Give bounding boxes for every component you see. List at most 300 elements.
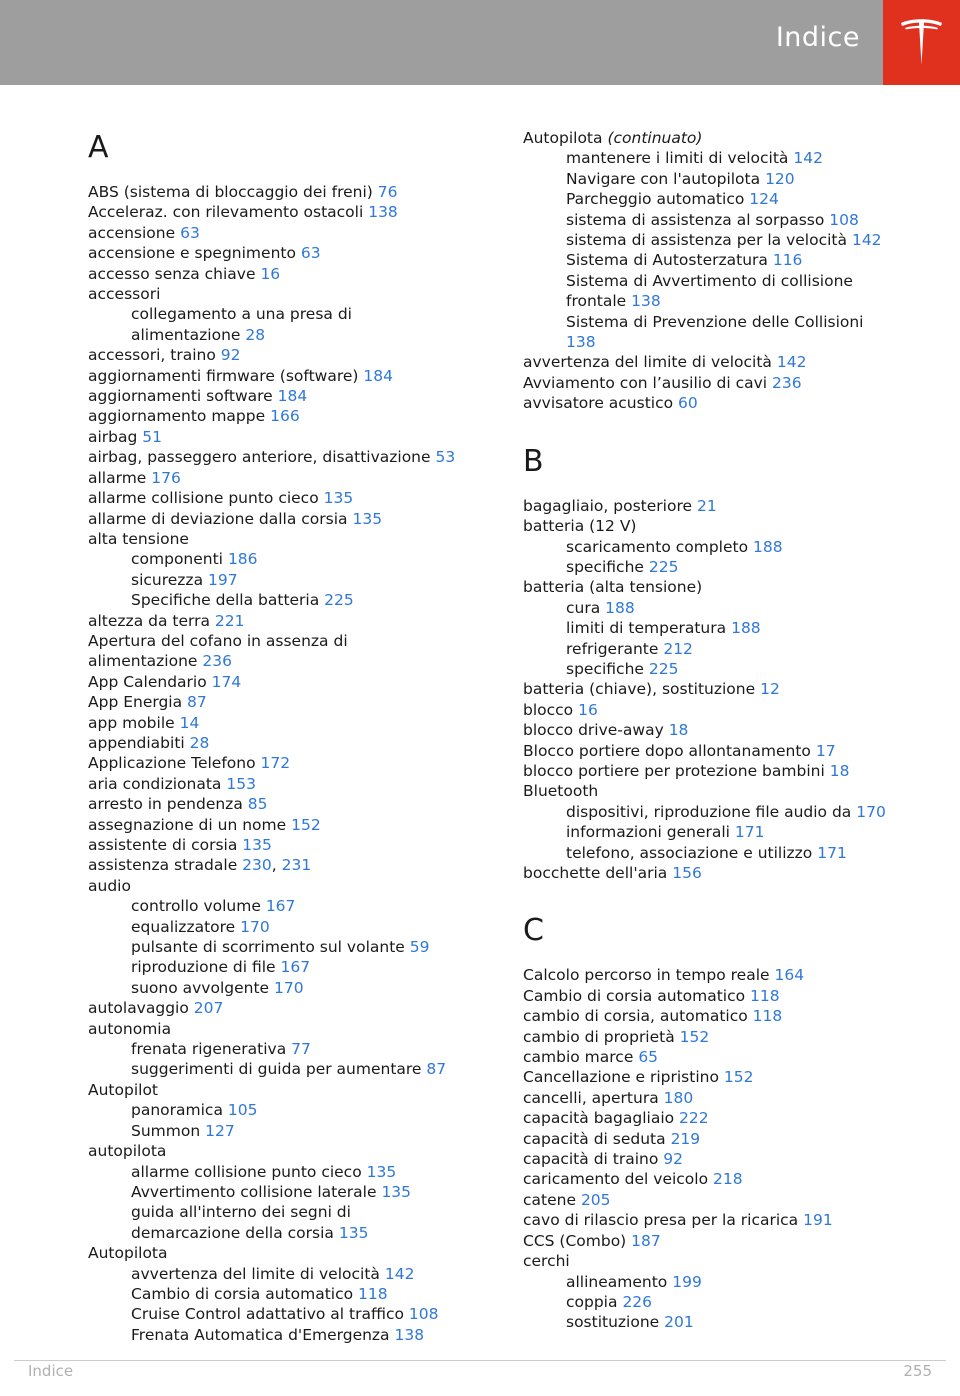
entry-term: appendiabiti — [88, 733, 185, 752]
page-link[interactable]: 180 — [663, 1088, 694, 1107]
index-entry — [88, 794, 498, 814]
index-subentry — [523, 189, 943, 209]
entry-term: blocco portiere per protezione bambini — [523, 761, 825, 780]
index-subentry — [88, 590, 498, 610]
page-link[interactable]: 171 — [817, 843, 847, 862]
page-link[interactable]: 166 — [270, 407, 300, 426]
page-link[interactable]: 87 — [187, 693, 207, 712]
entry-term: controllo volume — [131, 897, 261, 916]
entry-term: Bluetooth — [523, 782, 599, 801]
index-entry — [88, 672, 498, 692]
index-entry — [523, 1149, 943, 1169]
page-link[interactable]: 225 — [648, 659, 679, 678]
entry-term: allarme di deviazione dalla corsia — [88, 509, 348, 528]
page-link[interactable]: 186 — [227, 550, 258, 569]
entry-term: autolavaggio — [88, 999, 189, 1018]
entry-term: alimentazione — [131, 325, 241, 344]
entry-term: mantenere i limiti di velocità — [566, 149, 789, 168]
entry-term: Avvertimento collisione laterale — [131, 1182, 377, 1201]
page-link[interactable]: 28 — [189, 733, 210, 752]
entry-term: allarme collisione punto cieco — [88, 489, 319, 508]
index-subentry — [88, 978, 498, 998]
index-subentry — [523, 843, 943, 863]
page-link[interactable]: 171 — [734, 823, 765, 842]
entry-term: cavo di rilascio presa per la ricarica — [523, 1211, 799, 1230]
page-link[interactable]: 118 — [358, 1284, 388, 1303]
entry-term: allineamento — [566, 1272, 668, 1291]
index-subentry — [523, 1292, 943, 1312]
index-entry — [523, 1108, 943, 1128]
entry-term: collegamento a una presa di — [131, 305, 352, 324]
entry-term: componenti — [131, 550, 223, 569]
entry-term: bagagliaio, posteriore — [523, 496, 693, 515]
entry-term: avvertenza del limite di velocità — [523, 353, 772, 372]
index-entry: assistenza stradale 230, 231 — [88, 856, 312, 875]
entry-term: blocco — [523, 700, 574, 719]
index-subentry — [88, 957, 498, 977]
entry-term: aggiornamenti software — [88, 387, 273, 406]
entry-term: Navigare con l'autopilota — [566, 169, 761, 188]
page-link[interactable]: 135 — [323, 489, 354, 508]
entry-term: Autopilota — [523, 129, 603, 147]
page-link[interactable]: 230 — [242, 856, 272, 875]
entry-term: Cambio di corsia automatico — [523, 986, 746, 1005]
index-entry — [88, 509, 498, 529]
index-subentry — [523, 822, 943, 842]
index-entry — [523, 986, 943, 1006]
page-link[interactable]: 222 — [679, 1109, 709, 1128]
entry-term: ABS (sistema di bloccaggio dei freni) — [88, 183, 373, 201]
index-subentry — [523, 1312, 943, 1332]
page-link[interactable]: 167 — [265, 897, 296, 916]
page-link[interactable]: 226 — [622, 1292, 653, 1311]
index-entry — [88, 1080, 498, 1100]
page-link[interactable]: 127 — [205, 1121, 235, 1140]
index-entry — [88, 631, 498, 651]
index-subentry — [88, 1059, 498, 1079]
page-number: 255 — [903, 1362, 932, 1380]
entry-term: batteria (chiave), sostituzione — [523, 680, 756, 699]
entry-term: App Calendario — [88, 672, 207, 691]
page-link[interactable]: 167 — [280, 958, 311, 977]
entry-term: cambio di corsia, automatico — [523, 1007, 748, 1026]
entry-term: arresto in pendenza — [88, 795, 243, 814]
index-entry — [88, 835, 498, 855]
index-entry — [88, 611, 498, 631]
page-link[interactable]: 18 — [829, 761, 850, 780]
page-link[interactable]: 218 — [713, 1170, 743, 1189]
page-link[interactable]: 12 — [760, 680, 780, 699]
entry-term: frenata rigenerativa — [131, 1040, 287, 1059]
index-subentry — [523, 230, 943, 250]
index-entry — [523, 720, 943, 740]
index-entry — [88, 1141, 498, 1161]
entry-term: Cancellazione e ripristino — [523, 1068, 719, 1087]
page-link[interactable]: 65 — [638, 1048, 659, 1067]
index-subentry — [88, 325, 498, 345]
page-link[interactable]: 170 — [240, 917, 270, 936]
page-link[interactable]: 118 — [750, 986, 780, 1005]
index-subentry — [88, 1182, 498, 1202]
index-subentry — [523, 537, 943, 557]
entry-term: allarme — [88, 468, 147, 487]
index-entry — [88, 1243, 498, 1263]
entry-term: altezza da terra — [88, 611, 210, 630]
index-subentry — [523, 557, 943, 577]
page-link[interactable]: 172 — [260, 754, 291, 773]
entry-term: Summon — [131, 1121, 201, 1140]
index-entry — [88, 284, 498, 304]
index-subentry — [523, 659, 943, 679]
index-entry — [88, 264, 498, 284]
entry-term: audio — [88, 876, 131, 895]
entry-term: Calcolo percorso in tempo reale — [523, 966, 770, 985]
index-entry — [523, 1231, 943, 1251]
entry-term: sicurezza — [131, 570, 204, 589]
index-entry — [523, 577, 943, 597]
page-link[interactable]: 108 — [408, 1305, 439, 1324]
page-header — [0, 0, 960, 85]
entry-term: suggerimenti di guida per aumentare — [131, 1060, 422, 1079]
page-link[interactable]: 21 — [696, 496, 717, 515]
entry-term: alimentazione — [88, 652, 198, 671]
entry-term: limiti di temperatura — [566, 619, 727, 638]
index-subentry — [523, 169, 943, 189]
page-link[interactable]: 138 — [631, 292, 661, 311]
page-link[interactable]: 142 — [776, 353, 807, 372]
page-link[interactable]: 142 — [793, 149, 823, 168]
page-link[interactable]: 28 — [245, 325, 266, 344]
page-link[interactable]: 236 — [202, 652, 232, 671]
continued-note: (continuato) — [607, 129, 703, 147]
entry-term: pulsante di scorrimento sul volante — [131, 938, 405, 957]
page-link[interactable]: 17 — [815, 741, 836, 760]
page-link[interactable]: 92 — [663, 1150, 683, 1169]
page-link[interactable]: 142 — [851, 231, 882, 250]
index-subentry — [88, 1284, 498, 1304]
page-link[interactable]: 135 — [366, 1162, 397, 1181]
entry-term: accesso senza chiave — [88, 264, 256, 283]
index-subentry — [523, 271, 943, 291]
page-link[interactable]: 221 — [214, 611, 245, 630]
entry-term: alta tensione — [88, 529, 189, 548]
entry-term: specifiche — [566, 557, 644, 576]
index-subentry — [88, 1223, 498, 1243]
page-link[interactable]: 63 — [180, 223, 200, 242]
index-entry — [88, 529, 498, 549]
entry-term: Parcheggio automatico — [566, 190, 745, 209]
index-subentry — [523, 250, 943, 270]
index-entry — [523, 1190, 943, 1210]
index-entry — [523, 1006, 943, 1026]
entry-term: cerchi — [523, 1252, 570, 1271]
page-link[interactable]: 201 — [664, 1313, 694, 1332]
index-entry — [88, 366, 498, 386]
entry-term: assistenza stradale — [88, 856, 238, 875]
index-subentry — [523, 618, 943, 638]
page-link[interactable]: 191 — [803, 1211, 833, 1230]
page-link[interactable]: 176 — [151, 468, 181, 487]
section-spacer — [523, 414, 943, 442]
page-link[interactable]: 76 — [377, 183, 398, 201]
page-link[interactable]: 105 — [227, 1101, 258, 1120]
index-subentry — [88, 1304, 498, 1324]
index-entry — [523, 1169, 943, 1189]
page-link[interactable]: 135 — [381, 1182, 412, 1201]
index-entry — [88, 753, 498, 773]
entry-term: Sistema di Avvertimento di collisione — [566, 271, 853, 290]
index-entry — [523, 679, 943, 699]
page-link[interactable]: 142 — [384, 1264, 415, 1283]
page-link[interactable]: 236 — [772, 373, 802, 392]
entry-term: autonomia — [88, 1019, 172, 1038]
entry-term: cancelli, apertura — [523, 1088, 659, 1107]
page-link[interactable]: 205 — [580, 1190, 611, 1209]
index-entry — [88, 651, 498, 671]
entry-term: bocchette dell'aria — [523, 864, 668, 882]
page-link[interactable]: 174 — [211, 672, 242, 691]
entry-term: coppia — [566, 1292, 618, 1311]
index-entry — [523, 373, 943, 393]
page-link[interactable]: 219 — [670, 1129, 701, 1148]
page-link[interactable]: 135 — [242, 836, 272, 854]
entry-term: assistente di corsia — [88, 836, 238, 854]
index-subentry — [88, 896, 498, 916]
entry-term: accensione — [88, 223, 176, 242]
page-link[interactable]: 85 — [247, 795, 268, 814]
page-link[interactable]: 60 — [678, 394, 698, 413]
entry-term: Frenata Automatica d'Emergenza — [131, 1325, 390, 1344]
page-link[interactable]: 153 — [226, 774, 256, 793]
entry-term: Sistema di Prevenzione delle Collisioni — [566, 312, 864, 331]
index-entry — [523, 761, 943, 781]
page-link[interactable]: 188 — [753, 537, 783, 556]
page-link[interactable]: 92 — [220, 346, 241, 365]
page-link[interactable]: 53 — [435, 448, 456, 467]
entry-term: avvertenza del limite di velocità — [131, 1264, 380, 1283]
index-entry — [88, 427, 498, 447]
index-subentry — [88, 304, 498, 324]
entry-term: assegnazione di un nome — [88, 815, 287, 834]
index-entry — [88, 998, 498, 1018]
index-entry — [523, 393, 943, 413]
entry-term: avvisatore acustico — [523, 394, 674, 413]
page-link[interactable]: 207 — [193, 999, 224, 1018]
index-entry — [88, 223, 498, 243]
entry-term: Sistema di Autosterzatura — [566, 251, 768, 270]
entry-term: batteria (12 V) — [523, 517, 637, 536]
index-letter-heading: A — [88, 130, 109, 165]
entry-term: Apertura del cofano in assenza di — [88, 631, 348, 650]
entry-term: capacità bagagliaio — [523, 1109, 675, 1128]
page-link[interactable]: 187 — [631, 1231, 661, 1250]
page-link[interactable]: 152 — [723, 1068, 754, 1087]
page-link[interactable]: 138 — [566, 333, 596, 352]
entry-term: Applicazione Telefono — [88, 754, 256, 773]
page-link[interactable]: 152 — [291, 815, 321, 834]
entry-term: refrigerante — [566, 639, 659, 658]
tesla-logo-icon — [899, 17, 944, 67]
page-link[interactable]: 108 — [829, 210, 859, 229]
index-subentry — [88, 549, 498, 569]
footer-section: Indice — [28, 1362, 74, 1380]
page-link[interactable]: 225 — [648, 557, 679, 576]
page-title: Indice — [775, 22, 860, 53]
index-subentry — [88, 1121, 498, 1141]
page-link[interactable]: 156 — [672, 864, 702, 882]
index-entry — [88, 815, 498, 835]
index-subentry — [523, 312, 943, 332]
index-subentry — [88, 1100, 498, 1120]
entry-term: sistema di assistenza per la velocità — [566, 231, 848, 250]
page-link[interactable]: 63 — [300, 244, 321, 263]
entry-term: capacità di traino — [523, 1150, 659, 1169]
index-entry — [88, 406, 498, 426]
index-entry — [523, 1210, 943, 1230]
index-entry — [88, 692, 498, 712]
index-entry — [523, 352, 943, 372]
entry-term: airbag — [88, 427, 138, 446]
brand-logo — [883, 0, 960, 85]
index-entry — [88, 1019, 498, 1039]
index-entry — [88, 386, 498, 406]
index-subentry — [88, 1202, 498, 1222]
page-link[interactable]: 152 — [679, 1027, 710, 1046]
page-link[interactable]: 188 — [731, 619, 761, 638]
index-subentry — [523, 802, 943, 822]
entry-term: accensione e spegnimento — [88, 244, 296, 263]
footer-divider — [14, 1360, 946, 1361]
index-subentry — [88, 1039, 498, 1059]
index-subentry — [523, 598, 943, 618]
index-entry — [523, 863, 943, 883]
page-link[interactable]: 77 — [291, 1040, 311, 1059]
page-link[interactable]: 199 — [672, 1272, 702, 1291]
page-link[interactable]: 51 — [142, 427, 163, 446]
entry-term: Blocco portiere dopo allontanamento — [523, 741, 811, 760]
index-entry — [88, 202, 498, 222]
entry-term: Cambio di corsia automatico — [131, 1284, 354, 1303]
page-link[interactable]: 231 — [281, 856, 312, 875]
index-entry — [523, 700, 943, 720]
entry-term: riproduzione di file — [131, 958, 276, 977]
page-link[interactable]: 135 — [352, 509, 383, 528]
page-link[interactable]: 184 — [277, 387, 308, 406]
index-subentry — [523, 291, 943, 311]
page-link[interactable]: 116 — [772, 251, 803, 270]
entry-term: allarme collisione punto cieco — [131, 1162, 362, 1181]
entry-term: catene — [523, 1190, 576, 1209]
page-link[interactable]: 138 — [368, 203, 398, 222]
entry-term: accessori, traino — [88, 346, 216, 365]
entry-term: equalizzatore — [131, 917, 236, 936]
index-entry — [88, 713, 498, 733]
index-entry — [523, 516, 943, 536]
entry-term: batteria (alta tensione) — [523, 578, 703, 597]
index-entry — [88, 733, 498, 753]
entry-term: caricamento del veicolo — [523, 1170, 709, 1189]
page-link[interactable]: 118 — [752, 1007, 783, 1026]
entry-term: guida all'interno dei segni di — [131, 1203, 351, 1222]
entry-term: cambio marce — [523, 1048, 634, 1067]
index-entry — [88, 243, 498, 263]
page-link[interactable]: 14 — [179, 713, 200, 732]
page-link[interactable]: 120 — [765, 169, 795, 188]
index-entry — [523, 1067, 943, 1087]
entry-term: autopilota — [88, 1142, 167, 1161]
page-link[interactable]: 188 — [605, 598, 635, 617]
index-entry — [523, 1047, 943, 1067]
index-entry — [88, 774, 498, 794]
entry-term: suono avvolgente — [131, 978, 270, 997]
page-link[interactable]: 225 — [324, 591, 354, 610]
page-link[interactable]: 87 — [426, 1060, 447, 1079]
entry-term: cura — [566, 598, 601, 617]
section-spacer — [523, 883, 943, 911]
entry-term: aggiornamenti firmware (software) — [88, 366, 359, 385]
index-entry — [88, 876, 498, 896]
index-entry — [88, 468, 498, 488]
page-link[interactable]: 164 — [774, 966, 805, 985]
entry-term: Specifiche della batteria — [131, 591, 320, 610]
index-column-left — [88, 128, 498, 1345]
entry-term: specifiche — [566, 659, 644, 678]
index-subentry — [88, 937, 498, 957]
page-link[interactable]: 197 — [208, 570, 238, 589]
entry-term: Autopilota — [88, 1244, 168, 1263]
entry-term: cambio di proprietà — [523, 1027, 675, 1046]
index-entry — [88, 488, 498, 508]
page-link[interactable]: 59 — [409, 938, 430, 957]
entry-term: aria condizionata — [88, 774, 222, 793]
index-subentry — [88, 1325, 498, 1345]
page-link[interactable]: 212 — [663, 639, 693, 658]
entry-term: frontale — [566, 292, 627, 311]
index-subentry — [88, 570, 498, 590]
entry-term: scaricamento completo — [566, 537, 749, 556]
index-entry — [88, 447, 498, 467]
page-link[interactable]: 16 — [260, 264, 281, 283]
index-subentry — [523, 639, 943, 659]
entry-term: sostituzione — [566, 1313, 660, 1332]
index-entry — [523, 1027, 943, 1047]
page-link[interactable]: 184 — [363, 366, 393, 385]
entry-term: accessori — [88, 285, 161, 304]
entry-term: panoramica — [131, 1101, 223, 1120]
page-link[interactable]: 170 — [856, 802, 886, 821]
index-subentry — [523, 210, 943, 230]
entry-term: aggiornamento mappe — [88, 407, 266, 426]
page-link[interactable]: 170 — [274, 978, 304, 997]
index-letter-heading: B — [523, 443, 544, 479]
entry-term: Autopilot — [88, 1080, 158, 1099]
index-entry — [523, 1129, 943, 1149]
page-link[interactable]: 138 — [394, 1325, 425, 1344]
index-subentry — [523, 1272, 943, 1292]
index-column-right — [523, 128, 943, 1333]
index-entry — [523, 1088, 943, 1108]
page-link[interactable]: 16 — [578, 700, 598, 719]
index-entry — [523, 128, 943, 148]
page-link[interactable]: 135 — [338, 1223, 369, 1242]
index-entry — [523, 965, 943, 985]
entry-term: blocco drive-away — [523, 721, 664, 740]
index-subentry — [88, 917, 498, 937]
entry-term: dispositivi, riproduzione file audio da — [566, 802, 852, 821]
page-link[interactable]: 124 — [749, 190, 779, 209]
page-link[interactable]: 18 — [668, 721, 689, 740]
index-subentry — [88, 1264, 498, 1284]
